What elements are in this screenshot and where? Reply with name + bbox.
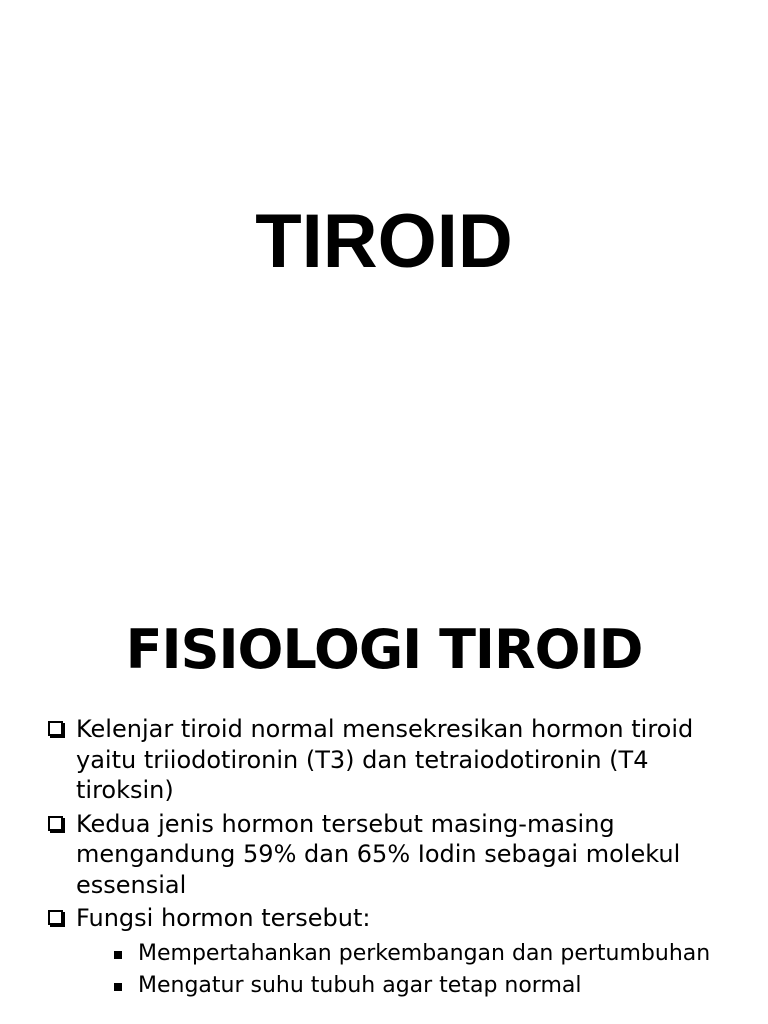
sub-bullet-list	[76, 938, 726, 1002]
slide-title: TIROID	[255, 199, 513, 284]
bullet-text: Kedua jenis hormon tersebut masing-masing mengandung 59% dan 65% Iodin sebagai molekul essensial	[76, 809, 681, 899]
square-bullet-icon	[114, 951, 122, 959]
checkbox-icon	[48, 721, 63, 736]
slide-title: FISIOLOGI TIROID	[125, 618, 643, 681]
bullet-text: Fungsi hormon tersebut:	[76, 904, 371, 932]
list-item	[46, 809, 726, 901]
list-item	[46, 714, 726, 806]
sub-list-item	[114, 970, 726, 1002]
sub-list-item	[114, 938, 726, 970]
sub-bullet-text: Mengatur suhu tubuh agar tetap normal	[138, 972, 582, 998]
sub-bullet-text: Mempertahankan perkembangan dan pertumbuhan	[138, 940, 711, 966]
checkbox-icon	[48, 910, 63, 925]
slide-fisiologi-tiroid	[0, 576, 768, 1024]
list-item	[46, 903, 726, 1002]
bullet-text: Kelenjar tiroid normal mensekresikan hormon tiroid yaitu triiodotironin (T3) dan tetraiodotironin (T4 tiroksin)	[76, 715, 694, 804]
checkbox-icon	[48, 816, 63, 831]
square-bullet-icon	[114, 983, 122, 991]
bullet-list	[46, 714, 726, 1005]
